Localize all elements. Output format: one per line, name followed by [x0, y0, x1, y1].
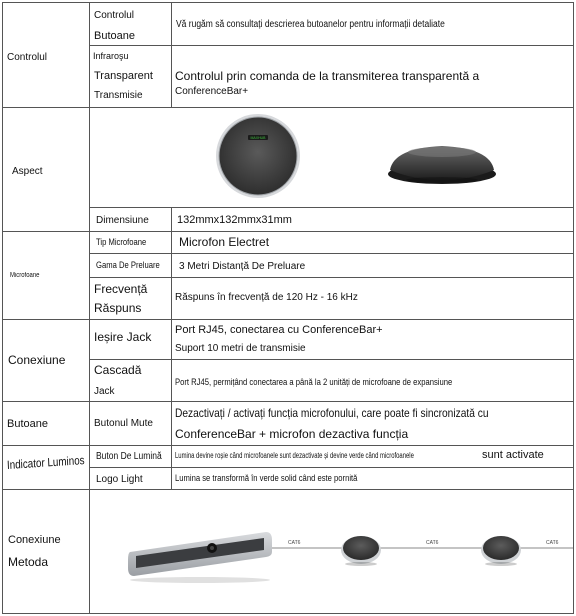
buttons-label-1: Controlul: [94, 10, 135, 21]
section-aspect-label: Aspect: [12, 166, 43, 177]
mute-value-cell: [172, 402, 574, 446]
microphone-side-view-icon: [388, 146, 496, 184]
section-aspect: [2, 108, 90, 232]
cascade-label-cell: [90, 360, 172, 402]
ir-value-1: Controlul prin comanda de la transmiterea transparentă a: [175, 69, 480, 83]
ir-value-cell: [172, 46, 574, 108]
range-label-cell: [90, 254, 172, 278]
mute-label: Butonul Mute: [94, 418, 153, 429]
mute-value-1: Dezactivați / activați funcția microfonului, care poate fi sincronizată cu: [175, 406, 489, 420]
section-indicator: [2, 446, 90, 490]
cascade-label-2: Jack: [94, 386, 115, 397]
microphone-top-view-icon: [216, 114, 300, 198]
logo-light-value-cell: [172, 468, 574, 490]
section-microphones-label: Microfoane: [10, 272, 40, 279]
ir-label-3: Transmisie: [94, 90, 143, 101]
connection-diagram: [90, 490, 574, 614]
cable-label-3: CAT6: [546, 540, 559, 546]
aspect-images-cell: [90, 108, 574, 208]
cascade-value-cell: [172, 360, 574, 402]
ir-label-1: Infraroşu: [93, 51, 129, 61]
range-value: 3 Metri Distanță De Preluare: [179, 261, 306, 272]
light-button-label-cell: [90, 446, 172, 468]
light-button-value-cell: [172, 446, 574, 468]
ir-value-2: ConferenceBar+: [175, 86, 249, 97]
expansion-mic-1-icon: [341, 536, 381, 566]
freq-value-cell: [172, 278, 574, 320]
logo-light-value: Lumina se transformă în verde solid când este pornită: [175, 473, 358, 483]
mic-type-value-cell: [172, 232, 574, 254]
jack-out-label: Ieșire Jack: [94, 330, 152, 344]
dimension-value: 132mmx132mmx31mm: [177, 214, 292, 226]
jack-out-value-cell: [172, 320, 574, 360]
freq-label-2: Răspuns: [94, 301, 142, 315]
light-button-value-a: Lumina devine roșie când microfoanele sunt dezactivate și devine verde când microfoanele: [175, 451, 414, 460]
section-microphones: [2, 232, 90, 320]
dimension-label-cell: [90, 208, 172, 232]
ir-label-cell: [90, 46, 172, 108]
cable-label-1: CAT6: [288, 540, 301, 546]
logo-light-label: Logo Light: [96, 474, 143, 485]
section-controls-label: Controlul: [7, 52, 48, 63]
light-button-label: Buton De Lumină: [96, 451, 162, 462]
mic-type-label-cell: [90, 232, 172, 254]
buttons-value: Vă rugăm să consultați descrierea butoanelor pentru informații detaliate: [176, 19, 445, 30]
cascade-label-1: Cascadă: [94, 363, 142, 377]
freq-value: Răspuns în frecvență de 120 Hz - 16 kHz: [175, 292, 358, 303]
freq-label-cell: [90, 278, 172, 320]
freq-label-1: Frecvență: [94, 282, 148, 296]
light-button-value-b: sunt activate: [482, 449, 544, 461]
section-connection: [2, 320, 90, 402]
section-method: [2, 490, 90, 614]
microphone-images: [90, 108, 574, 208]
range-label: Gama De Preluare: [96, 260, 160, 270]
jack-out-value-2: Suport 10 metri de transmisie: [175, 343, 306, 354]
jack-out-label-cell: [90, 320, 172, 360]
cable-label-2: CAT6: [426, 540, 439, 546]
mute-label-cell: [90, 402, 172, 446]
section-method-label-1: Conexiune: [8, 534, 61, 546]
logo-light-label-cell: [90, 468, 172, 490]
section-method-label-2: Metoda: [8, 555, 49, 569]
section-connection-label: Conexiune: [8, 353, 66, 367]
mic-type-label: Tip Microfoane: [96, 237, 147, 247]
range-value-cell: [172, 254, 574, 278]
conference-bar-icon: [128, 532, 272, 583]
mute-value-2: ConferenceBar + microfon dezactiva funcția: [175, 427, 409, 441]
section-buttons-label: Butoane: [7, 418, 48, 430]
buttons-label-cell: [90, 2, 172, 46]
section-indicator-label: Indicator Luminos: [6, 453, 85, 472]
buttons-label-2: Butoane: [94, 30, 135, 42]
method-diagram-cell: [90, 490, 574, 614]
dimension-label: Dimensiune: [96, 215, 149, 226]
cascade-value: Port RJ45, permițând conectarea a până la 2 unități de microfoane de expansiune: [175, 377, 453, 387]
section-buttons: [2, 402, 90, 446]
buttons-value-cell: [172, 2, 574, 46]
dimension-value-cell: [172, 208, 574, 232]
device-badge: MAXHUB: [250, 136, 266, 140]
mic-type-value: Microfon Electret: [179, 235, 270, 249]
expansion-mic-2-icon: [481, 536, 521, 566]
section-controls: [2, 2, 90, 108]
ir-label-2: Transparent: [94, 70, 153, 82]
jack-out-value-1: Port RJ45, conectarea cu ConferenceBar+: [175, 324, 383, 336]
